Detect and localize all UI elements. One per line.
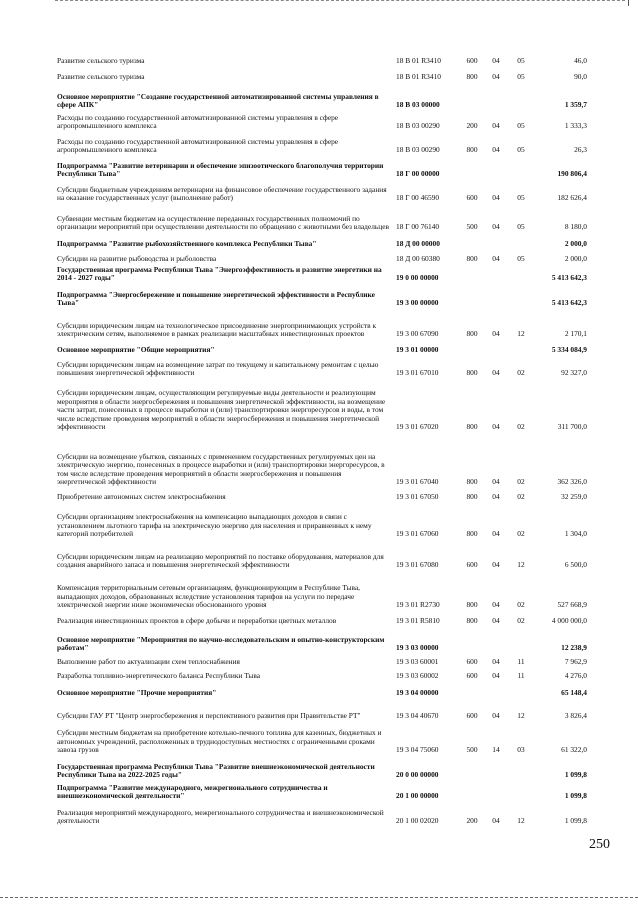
row-section: 04 [492, 121, 500, 131]
row-expense-type: 600 [466, 657, 478, 667]
row-name: Государственная программа Республики Тыва "Энергоэффективность и развитие энергетики на 2014 - 2027 годы" [57, 264, 382, 283]
table-row [0, 573, 638, 610]
row-section: 04 [492, 816, 500, 826]
row-sum: 190 806,4 [557, 169, 587, 179]
row-expense-type: 500 [466, 745, 478, 755]
row-code: 19 3 01 67020 [396, 422, 439, 432]
row-name: Подпрограмма "Развитие рыбохозяйственного комплекса Республики Тыва" [57, 239, 317, 249]
row-subsection: 12 [517, 329, 525, 339]
row-subsection: 12 [517, 560, 525, 570]
row-section: 04 [492, 600, 500, 610]
table-row [0, 160, 638, 179]
row-expense-type: 800 [466, 492, 478, 502]
row-code: 19 3 03 60001 [396, 657, 439, 667]
row-section: 04 [492, 72, 500, 82]
table-row [0, 702, 638, 721]
row-subsection: 02 [517, 616, 525, 626]
row-code: 18 Г 00 46590 [396, 193, 440, 203]
row-subsection: 02 [517, 368, 525, 378]
row-name: Основное мероприятие "Мероприятия по научно-исследовательским и опытно-конструкторским работам" [57, 634, 385, 653]
row-name: Субсидии юридическим лицам на возмещение затрат по текущему и капитальному ремонтам с целью повышения энергетической эффективности [57, 359, 379, 378]
row-name: Реализация инвестиционных проектов в сфере добычи и переработки цветных металлов [57, 616, 337, 626]
row-expense-type: 800 [466, 616, 478, 626]
row-sum: 527 668,9 [557, 600, 587, 610]
table-row [0, 634, 638, 653]
row-name: Субсидии ГАУ РТ "Центр энергосбережения и перспективного развития при Правительстве РТ" [57, 711, 361, 721]
row-code: 18 Г 00 00000 [396, 169, 440, 179]
table-row [0, 184, 638, 203]
row-section: 04 [492, 657, 500, 667]
row-section: 04 [492, 671, 500, 681]
row-code: 18 В 03 00290 [396, 121, 440, 131]
row-sum: 3 826,4 [564, 711, 587, 721]
table-row [0, 607, 638, 626]
row-code: 18 В 03 00000 [396, 100, 440, 110]
table-row [0, 761, 638, 780]
row-name: Выполнение работ по актуализации схем теплоснабжения [57, 657, 240, 667]
row-name: Компенсация территориальным сетевым организациям, функционирующим в Республике Тыва, выпадающих доходов, образованных вследствие установления тарифов на услуги по передаче электрической энергии ниже экономически обоснованного уровня [57, 583, 360, 610]
row-name: Субсидии юридическим лицам на реализацию мероприятий по поставке оборудования, материалов для создания аварийного запаса и повышения энергетической эффективности [57, 551, 384, 570]
row-subsection: 02 [517, 477, 525, 487]
row-section: 04 [492, 254, 500, 264]
row-expense-type: 200 [466, 121, 478, 131]
row-name: Подпрограмма "Развитие международного, межрегионального сотрудничества и внешнеэкономической деятельности" [57, 782, 328, 801]
row-expense-type: 800 [466, 477, 478, 487]
row-section: 04 [492, 422, 500, 432]
row-code: 18 Д 00 60380 [396, 254, 440, 264]
row-sum: 32 259,0 [561, 492, 587, 502]
row-sum: 46,0 [574, 56, 587, 66]
row-sum: 65 148,4 [561, 688, 587, 698]
row-expense-type: 500 [466, 222, 478, 232]
row-subsection: 03 [517, 745, 525, 755]
table-row [0, 511, 638, 539]
row-code: 19 3 04 40670 [396, 711, 439, 721]
table-row [0, 345, 638, 355]
row-code: 19 3 01 67060 [396, 529, 439, 539]
row-code: 19 3 01 67010 [396, 368, 439, 378]
row-sum: 1 304,0 [564, 529, 587, 539]
row-subsection: 11 [517, 657, 525, 667]
row-sum: 8 180,0 [564, 222, 587, 232]
row-name: Основное мероприятие "Прочие мероприятия" [57, 688, 217, 698]
row-code: 18 В 01 R3410 [396, 56, 441, 66]
row-name: Основное мероприятие "Общие мероприятия" [57, 345, 215, 355]
table-row [0, 112, 638, 131]
table-row [0, 254, 638, 264]
row-sum: 4 276,0 [564, 671, 587, 681]
row-code: 20 1 00 02020 [396, 816, 439, 826]
table-row [0, 56, 638, 66]
row-sum: 1 333,3 [564, 121, 587, 131]
table-row [0, 377, 638, 432]
row-sum: 12 238,9 [561, 643, 587, 653]
row-subsection: 02 [517, 529, 525, 539]
row-section: 04 [492, 145, 500, 155]
row-code: 19 3 00 00000 [396, 298, 439, 308]
row-sum: 1 099,8 [564, 816, 587, 826]
row-code: 19 3 01 67080 [396, 560, 439, 570]
table-row [0, 311, 638, 339]
row-subsection: 05 [517, 145, 525, 155]
table-row [0, 450, 638, 487]
row-sum: 5 413 642,3 [551, 298, 587, 308]
row-sum: 92 327,0 [561, 368, 587, 378]
row-sum: 26,3 [574, 145, 587, 155]
table-row [0, 688, 638, 698]
row-expense-type: 800 [466, 368, 478, 378]
row-code: 18 В 01 R3410 [396, 72, 441, 82]
row-sum: 90,0 [574, 72, 587, 82]
row-name: Субсидии местным бюджетам на приобретение котельно-печного топлива для казенных, бюджетных и автономных учреждений, расположенных в труднодоступных местностях с ограниченными сроками завоза грузов [57, 728, 382, 755]
row-subsection: 05 [517, 56, 525, 66]
row-code: 19 3 03 00000 [396, 643, 439, 653]
row-name: Субсидии бюджетным учреждениям ветеринарии на финансовое обеспечение государственного задания на оказание государственных услуг (выполнение работ) [57, 184, 387, 203]
row-code: 18 Г 00 76140 [396, 222, 440, 232]
row-subsection: 05 [517, 193, 525, 203]
row-sum: 1 099,8 [564, 770, 587, 780]
row-subsection: 05 [517, 72, 525, 82]
row-expense-type: 600 [466, 193, 478, 203]
table-row [0, 91, 638, 110]
row-section: 04 [492, 329, 500, 339]
row-code: 19 3 01 67040 [396, 477, 439, 487]
row-sum: 5 413 642,3 [551, 273, 587, 283]
row-name: Приобретение автономных систем электроснабжения [57, 492, 226, 502]
row-expense-type: 800 [466, 329, 478, 339]
row-sum: 1 099,8 [564, 791, 587, 801]
row-section: 04 [492, 711, 500, 721]
row-expense-type: 800 [466, 529, 478, 539]
row-name: Расходы по созданию государственной автоматизированной системы управления в сфере агропромышленного комплекса [57, 112, 339, 131]
table-row [0, 204, 638, 232]
row-subsection: 05 [517, 121, 525, 131]
row-expense-type: 600 [466, 560, 478, 570]
row-name: Разработка топливно-энергетического баланса Республики Тыва [57, 671, 261, 681]
row-code: 19 3 01 00000 [396, 345, 439, 355]
row-subsection: 12 [517, 711, 525, 721]
row-section: 04 [492, 492, 500, 502]
row-expense-type: 600 [466, 711, 478, 721]
table-row [0, 727, 638, 755]
table-row [0, 359, 638, 378]
row-subsection: 11 [517, 671, 525, 681]
row-code: 19 3 01 67050 [396, 492, 439, 502]
row-subsection: 05 [517, 222, 525, 232]
row-sum: 362 326,0 [557, 477, 587, 487]
table-row [0, 782, 638, 801]
row-expense-type: 800 [466, 600, 478, 610]
row-section: 04 [492, 222, 500, 232]
page-number: 250 [589, 837, 610, 852]
row-sum: 2 000,0 [564, 254, 587, 264]
row-code: 19 3 04 00000 [396, 688, 439, 698]
row-subsection: 02 [517, 422, 525, 432]
row-section: 04 [492, 560, 500, 570]
row-subsection: 12 [517, 816, 525, 826]
row-name: Основное мероприятие "Создание государственной автоматизированной системы управления в сфере АПК" [57, 91, 379, 110]
row-sum: 311 700,0 [557, 422, 587, 432]
row-name: Подпрограмма "Энергосбережение и повышение энергетической эффективности в Республике Тыва" [57, 289, 375, 308]
row-section: 04 [492, 616, 500, 626]
table-row [0, 239, 638, 249]
row-expense-type: 200 [466, 816, 478, 826]
row-sum: 61 322,0 [561, 745, 587, 755]
row-expense-type: 800 [466, 422, 478, 432]
row-name: Реализация мероприятий международного, межрегионального сотрудничества и внешнеэкономической деятельности [57, 807, 384, 826]
row-name: Субсидии на возмещение убытков, связанных с применением государственных регулируемых цен на электрическую энергию, понесенных в процессе выработки и (или) транспортировки энергоресурсов, в том числе вследствие проведения мероприятий в области энергосбережения и повышения энергетической эффективности [57, 451, 385, 487]
row-sum: 182 626,4 [557, 193, 587, 203]
row-section: 04 [492, 477, 500, 487]
row-sum: 2 170,1 [564, 329, 587, 339]
row-name: Государственная программа Республики Тыва "Развитие внешнеэкономической деятельности Республики Тыва на 2022-2025 годы" [57, 761, 375, 780]
row-name: Развитие сельского туризма [57, 72, 145, 82]
row-expense-type: 800 [466, 254, 478, 264]
table-row [0, 671, 638, 681]
table-row [0, 264, 638, 283]
row-name: Подпрограмма "Развитие ветеринарии и обеспечение эпизоотического благополучия территории Республики Тыва" [57, 160, 384, 179]
row-code: 19 0 00 00000 [396, 273, 439, 283]
row-sum: 1 359,7 [564, 100, 587, 110]
row-section: 04 [492, 193, 500, 203]
row-section: 14 [492, 745, 500, 755]
row-expense-type: 800 [466, 145, 478, 155]
row-code: 20 1 00 00000 [396, 791, 439, 801]
table-row [0, 807, 638, 826]
row-sum: 6 500,0 [564, 560, 587, 570]
row-name: Расходы по созданию государственной автоматизированной системы управления в сфере агропромышленного комплекса [57, 136, 339, 155]
row-section: 04 [492, 56, 500, 66]
table-row [0, 289, 638, 308]
row-section: 04 [492, 368, 500, 378]
row-expense-type: 600 [466, 671, 478, 681]
table-row [0, 492, 638, 502]
row-sum: 2 000,0 [564, 239, 587, 249]
table-row [0, 72, 638, 82]
row-name: Субвенции местным бюджетам на осуществление переданных государственных полномочий по организации мероприятий при осуществлении деятельности по обращению с животными без владельцев [57, 213, 389, 232]
row-name: Субсидии юридическим лицам, осуществляющим регулируемые виды деятельности и реализующим мероприятия в области энергосбережения и повышения энергетической эффективности, на возмещение части затрат, понесенных в процессе выработки и (или) транспортировки энергоресурсов и воды, в том числе вследствие проведения мероприятий в области энергосбережения и повышения энергетической эффективности [57, 388, 386, 432]
row-sum: 7 962,9 [564, 657, 587, 667]
row-code: 19 3 04 75060 [396, 745, 439, 755]
row-sum: 4 000 000,0 [551, 616, 587, 626]
row-code: 19 3 01 R2730 [396, 600, 440, 610]
row-name: Развитие сельского туризма [57, 56, 145, 66]
row-subsection: 02 [517, 600, 525, 610]
row-code: 19 3 03 60002 [396, 671, 439, 681]
row-code: 18 Д 00 00000 [396, 239, 440, 249]
row-name: Субсидии на развитие рыбоводства и рыболовства [57, 254, 217, 264]
row-name: Субсидии юридическим лицам на технологическое присоединение энергопринимающих устройств к электрическим сетям, выполняемое в рамках реализации масштабных инвестиционных проектов [57, 320, 377, 339]
row-code: 20 0 00 00000 [396, 770, 439, 780]
row-code: 19 3 01 R5810 [396, 616, 440, 626]
row-code: 18 В 03 00290 [396, 145, 440, 155]
table-row [0, 542, 638, 570]
row-sum: 5 334 084,9 [551, 345, 587, 355]
row-expense-type: 600 [466, 56, 478, 66]
row-code: 19 3 00 67090 [396, 329, 439, 339]
table-row [0, 136, 638, 155]
row-subsection: 05 [517, 254, 525, 264]
row-subsection: 02 [517, 492, 525, 502]
row-expense-type: 800 [466, 72, 478, 82]
row-section: 04 [492, 529, 500, 539]
row-name: Субсидии организациям электроснабжения на компенсацию выпадающих доходов в связи с установлением льготного тарифа на электрическую энергию для населения и приравненных к нему категорий потребителей [57, 512, 372, 539]
table-row [0, 657, 638, 667]
